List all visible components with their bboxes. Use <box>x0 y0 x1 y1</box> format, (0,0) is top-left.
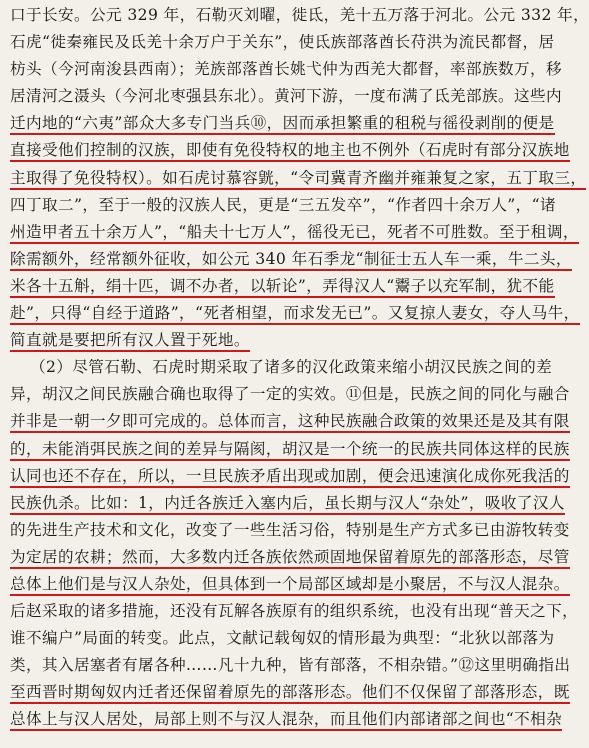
highlighted-text: 至西晋时期匈奴内迁者还保留着原先的部落形态。他们不仅保留了部落形态，既 <box>10 683 570 704</box>
highlighted-text: 总体上与汉人居处，局部上则不与汉人混杂，而且他们内部诸部之间也“不相杂 <box>10 710 562 731</box>
text-line-content: 四丁取二”，至于一般的汉族人民，更是“三五发卒”，“作者四十余万人”，“诸 <box>10 195 557 214</box>
text-line <box>10 598 579 625</box>
highlighted-text: 简直就是要把所有汉人置于死地。 <box>10 331 250 352</box>
text-line-content: 的先进生产技术和文化，改变了一些生活习俗，特别是生产方式多已由游牧转变 <box>10 520 570 539</box>
text-line <box>10 29 555 56</box>
text-line-underlined <box>10 571 570 598</box>
text-line-underlined <box>10 110 555 137</box>
text-line-underlined <box>10 706 563 733</box>
text-line-underlined <box>10 436 570 463</box>
text-line <box>10 83 562 110</box>
text-line-content: 异，胡汉之间民族融合确也取得了一定的实效。⑪但是，民族之间的同化与融合 <box>10 385 570 404</box>
text-line-underlined <box>10 273 555 300</box>
text-line-underlined <box>10 408 570 435</box>
highlighted-text: 主取得了免役特权）。如石虎讨慕容皝，“令司冀青齐幽并雍兼复之家，五丁取三， <box>10 169 586 190</box>
text-line-underlined <box>10 544 570 571</box>
text-line-underlined <box>10 137 570 164</box>
text-line-content: 居清河之滠头（今河北枣强县东北）。黄河下游，一度布满了氐羌部族。这些内 <box>10 87 562 106</box>
text-line-content: 石虎“徙秦雍民及氐羌十余万户于关东”，使氐族部落酋长苻洪为流民都督，居 <box>10 33 555 52</box>
text-line-underlined <box>10 165 587 192</box>
text-line-underlined <box>10 490 565 517</box>
text-line <box>10 354 553 381</box>
text-line-content: 口于长安。公元 329 年，石勒灭刘曜，徙氐，羌十五万落于河北。公元 332 年， <box>10 6 589 24</box>
highlighted-text: 为定居的农耕；然而，大多数内迁各族依然顽固地保留着原先的部落形态，尽管 <box>10 548 570 569</box>
text-line <box>10 381 570 408</box>
text-line-underlined <box>10 679 570 706</box>
highlighted-text: 州造甲者五十余万人”，“船夫十七万人”，徭役无已，死者不可胜数。至于租调， <box>10 223 579 244</box>
highlighted-text: 并非是一朝一夕即可完成的。总体而言，这种民族融合政策的效果还是及其有限 <box>10 412 570 433</box>
highlighted-text: 迁内地的“六夷”部众大多专门当兵⑩，因而承担繁重的租税与徭役剥削的便是 <box>10 114 555 135</box>
paragraph-1 <box>10 2 589 354</box>
text-line-content: 类，其入居塞者有屠各种……凡十九种，皆有部落，不相杂错。”⑫这里明确指出 <box>10 656 571 675</box>
text-line-content: （2）尽管石勒、石虎时期采取了诸多的汉化政策来缩小胡汉民族之间的差 <box>30 358 553 377</box>
text-line <box>10 192 557 219</box>
text-line-underlined <box>10 219 579 246</box>
highlighted-text: 总体上他们是与汉人杂处，但具体到一个局部区域却是小聚居，不与汉人混杂。 <box>10 575 570 596</box>
text-line-underlined <box>10 463 570 490</box>
highlighted-text: 直接受他们控制的汉族，即使有免役特权的地主也不例外（石虎时有部分汉族地 <box>10 141 570 162</box>
text-line <box>10 56 562 83</box>
text-line <box>10 625 555 652</box>
text-line <box>10 652 571 679</box>
highlighted-text: 民族仇杀。比如：1，内迁各族迁入塞内后，虽长期与汉人“杂处”，吸收了汉人 <box>10 494 565 515</box>
text-line <box>10 2 589 29</box>
highlighted-text: 除需额外，经常额外征收，如公元 340 年石季龙“制征士五人车一乘，牛二头， <box>10 250 572 271</box>
highlighted-text: 赴”，只得“自经于道路”，“死者相望，而求发无已”。又复掠人妻女，夺人马牛， <box>10 304 580 325</box>
text-line-underlined <box>10 246 572 273</box>
highlighted-text: 认同也还不存在，所以，一旦民族矛盾出现或加剧，便会迅速演化成你死我活的 <box>10 467 570 488</box>
text-line <box>10 517 570 544</box>
paragraph-2 <box>10 354 579 733</box>
text-line-underlined <box>10 300 580 327</box>
highlighted-text: 的，未能消弭民族之间的差异与隔阂，胡汉是一个统一的民族共同体这样的民族 <box>10 440 570 461</box>
text-line-underlined <box>10 327 502 354</box>
text-line-content: 后赵采取的诸多措施，还没有瓦解各族原有的组织系统，也没有出现“普天之下， <box>10 602 579 621</box>
text-line-content: 枋头（今河南浚县西南）；羌族部落酋长姚弋仲为西羌大都督，率部族数万，移 <box>10 60 562 79</box>
highlighted-text: 米各十五斛，绢十匹，调不办者，以斩论”，弄得汉人“鬻子以充军制，犹不能 <box>10 277 555 298</box>
text-line-content: 谁不编户”局面的转变。此点，文献记载匈奴的情形最为典型：“北狄以部落为 <box>10 629 555 648</box>
